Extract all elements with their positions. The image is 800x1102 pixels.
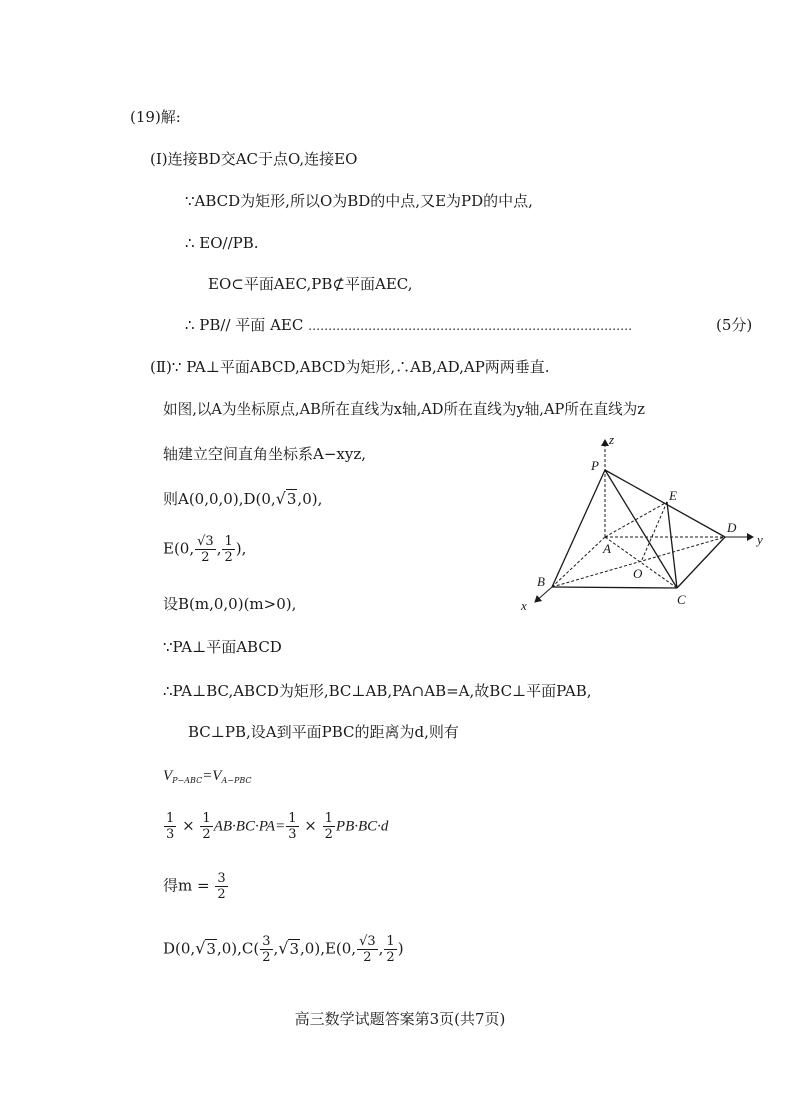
frac-1-over-3 <box>164 812 176 841</box>
frac-num: 1 <box>166 811 175 826</box>
part1-line5 <box>185 318 632 333</box>
part1-score: (5分) <box>716 316 753 334</box>
part1-line2: ∵ABCD为矩形,所以O为BD的中点,又E为PD的中点, <box>185 192 533 210</box>
frac-den: 3 <box>288 827 297 842</box>
m-result-text: 得m = <box>163 876 210 895</box>
frac-num: 1 <box>202 811 211 826</box>
frac-1-over-2 <box>323 812 335 841</box>
volume-expansion <box>163 812 388 841</box>
label-y: y <box>757 532 763 547</box>
frac-den: 2 <box>386 950 395 965</box>
frac-num: 3 <box>217 871 226 886</box>
edge-pb <box>552 470 605 587</box>
m-result <box>163 872 229 901</box>
frac-num: 1 <box>288 811 297 826</box>
frac-1-over-2 <box>384 935 396 964</box>
v-left: V <box>163 768 173 784</box>
frac-num: 3 <box>262 934 271 949</box>
label-b: B <box>537 574 545 589</box>
sqrt-sign: √ <box>278 938 289 958</box>
frac-den: 3 <box>166 827 175 842</box>
sqrt-3: 3 <box>286 490 297 508</box>
sqrt-3: 3 <box>289 939 300 958</box>
frac-sqrt3-over-2 <box>357 935 378 964</box>
coord-e: E(0, $\frac{√3}{2}$ , $\frac{1}{2}$ ), <box>163 534 247 565</box>
part1-text-1: 连接BD交AC于点O,连接EO <box>167 150 358 168</box>
frac-num: √3 <box>359 934 376 949</box>
edge-bc <box>552 587 677 588</box>
v-sub-left: P−ABC <box>172 776 203 785</box>
frac-den: 2 <box>224 550 233 565</box>
edge-ae <box>605 502 667 537</box>
part1-line1 <box>150 152 357 167</box>
label-c: C <box>677 592 686 607</box>
part1-label: (Ⅰ) <box>150 150 168 168</box>
label-o: O <box>633 566 643 581</box>
frac-num: 1 <box>386 934 395 949</box>
part2-line1 <box>150 360 550 375</box>
edge-eo <box>641 502 667 562</box>
v-sub-right: A−PBC <box>221 776 252 785</box>
label-e: E <box>669 488 677 503</box>
part1-line4: EO⊂平面AEC,PB⊄平面AEC, <box>208 275 413 293</box>
sqrt-3: 3 <box>206 939 216 958</box>
final-c: ,0),C( <box>216 939 260 958</box>
frac-den: 2 <box>324 827 333 842</box>
final-d: D(0, <box>163 939 196 958</box>
frac-num: √3 <box>197 534 214 549</box>
part2-line3: 轴建立空间直角坐标系A−xyz, <box>163 445 367 463</box>
coord-a-text: 则A(0,0,0),D(0, <box>163 490 276 508</box>
frac-num: 1 <box>224 534 233 549</box>
coord-a-d <box>163 491 322 507</box>
label-z: z <box>609 432 615 447</box>
vol-mid1: AB·BC·PA= <box>213 818 286 835</box>
final-close: ) <box>397 939 404 958</box>
part2-label: (Ⅱ) <box>150 358 172 376</box>
x-axis-end <box>535 587 552 602</box>
pyramid-figure <box>505 432 775 612</box>
label-a: A <box>603 541 611 556</box>
final-e: ,0),E(0, <box>300 939 357 958</box>
coord-e-end: ), <box>235 539 247 558</box>
sqrt-sign: √ <box>195 938 206 958</box>
frac-3-over-2 <box>260 935 272 964</box>
edge-cd <box>677 537 725 588</box>
page-footer: 高三数学试题答案第3页(共7页) <box>294 1010 506 1028</box>
frac-num: 1 <box>324 811 333 826</box>
sqrt-sign: √ <box>275 489 286 508</box>
set-b: 设B(m,0,0)(m>0), <box>163 595 297 613</box>
label-p: P <box>591 458 599 473</box>
coord-a-end: ,0), <box>297 490 323 508</box>
frac-den: 2 <box>217 887 226 902</box>
frac-1-over-2 <box>200 812 212 841</box>
part2-text-1: ∵ PA⊥平面ABCD,ABCD为矩形,∴AB,AD,AP两两垂直. <box>171 358 550 376</box>
label-x: x <box>521 598 527 612</box>
frac-den: 2 <box>201 550 210 565</box>
frac-den: 2 <box>363 950 372 965</box>
part2-line2: 如图,以A为坐标原点,AB所在直线为x轴,AD所在直线为y轴,AP所在直线为z <box>163 401 645 418</box>
volume-equation <box>163 768 252 785</box>
coord-e-start: E(0, <box>163 539 195 558</box>
pa-perp: ∵PA⊥平面ABCD <box>163 638 282 656</box>
problem-number: (19)解: <box>130 108 181 126</box>
times-sign: × <box>304 816 317 835</box>
frac-sqrt3-over-2 <box>195 535 216 564</box>
final-coordinates: D(0,√3,0),C( $\frac{3}{2}$ ,√3,0),E(0, $\frac{√3}{2}$ , $\frac{1}{2}$ ) <box>163 934 404 965</box>
bc-pb-line: BC⊥PB,设A到平面PBC的距离为d,则有 <box>188 723 459 741</box>
bc-perp-line: ∴PA⊥BC,ABCD为矩形,BC⊥AB,PA∩AB=A,故BC⊥平面PAB, <box>163 682 592 700</box>
label-d: D <box>727 520 737 535</box>
vol-mid2: PB·BC·d <box>335 818 389 835</box>
leader-dots: ……………………………………………………………………… <box>308 319 633 333</box>
frac-den: 2 <box>202 827 211 842</box>
times-sign: × <box>182 816 195 835</box>
part1-conclusion: ∴ PB// 平面 AEC <box>185 316 304 334</box>
part1-line3: ∴ EO//PB. <box>185 234 259 252</box>
frac-den: 2 <box>262 950 271 965</box>
frac-3-over-2 <box>215 872 227 901</box>
frac-1-over-2 <box>222 535 234 564</box>
v-eq: =V <box>202 768 222 784</box>
frac-1-over-3 <box>286 812 298 841</box>
